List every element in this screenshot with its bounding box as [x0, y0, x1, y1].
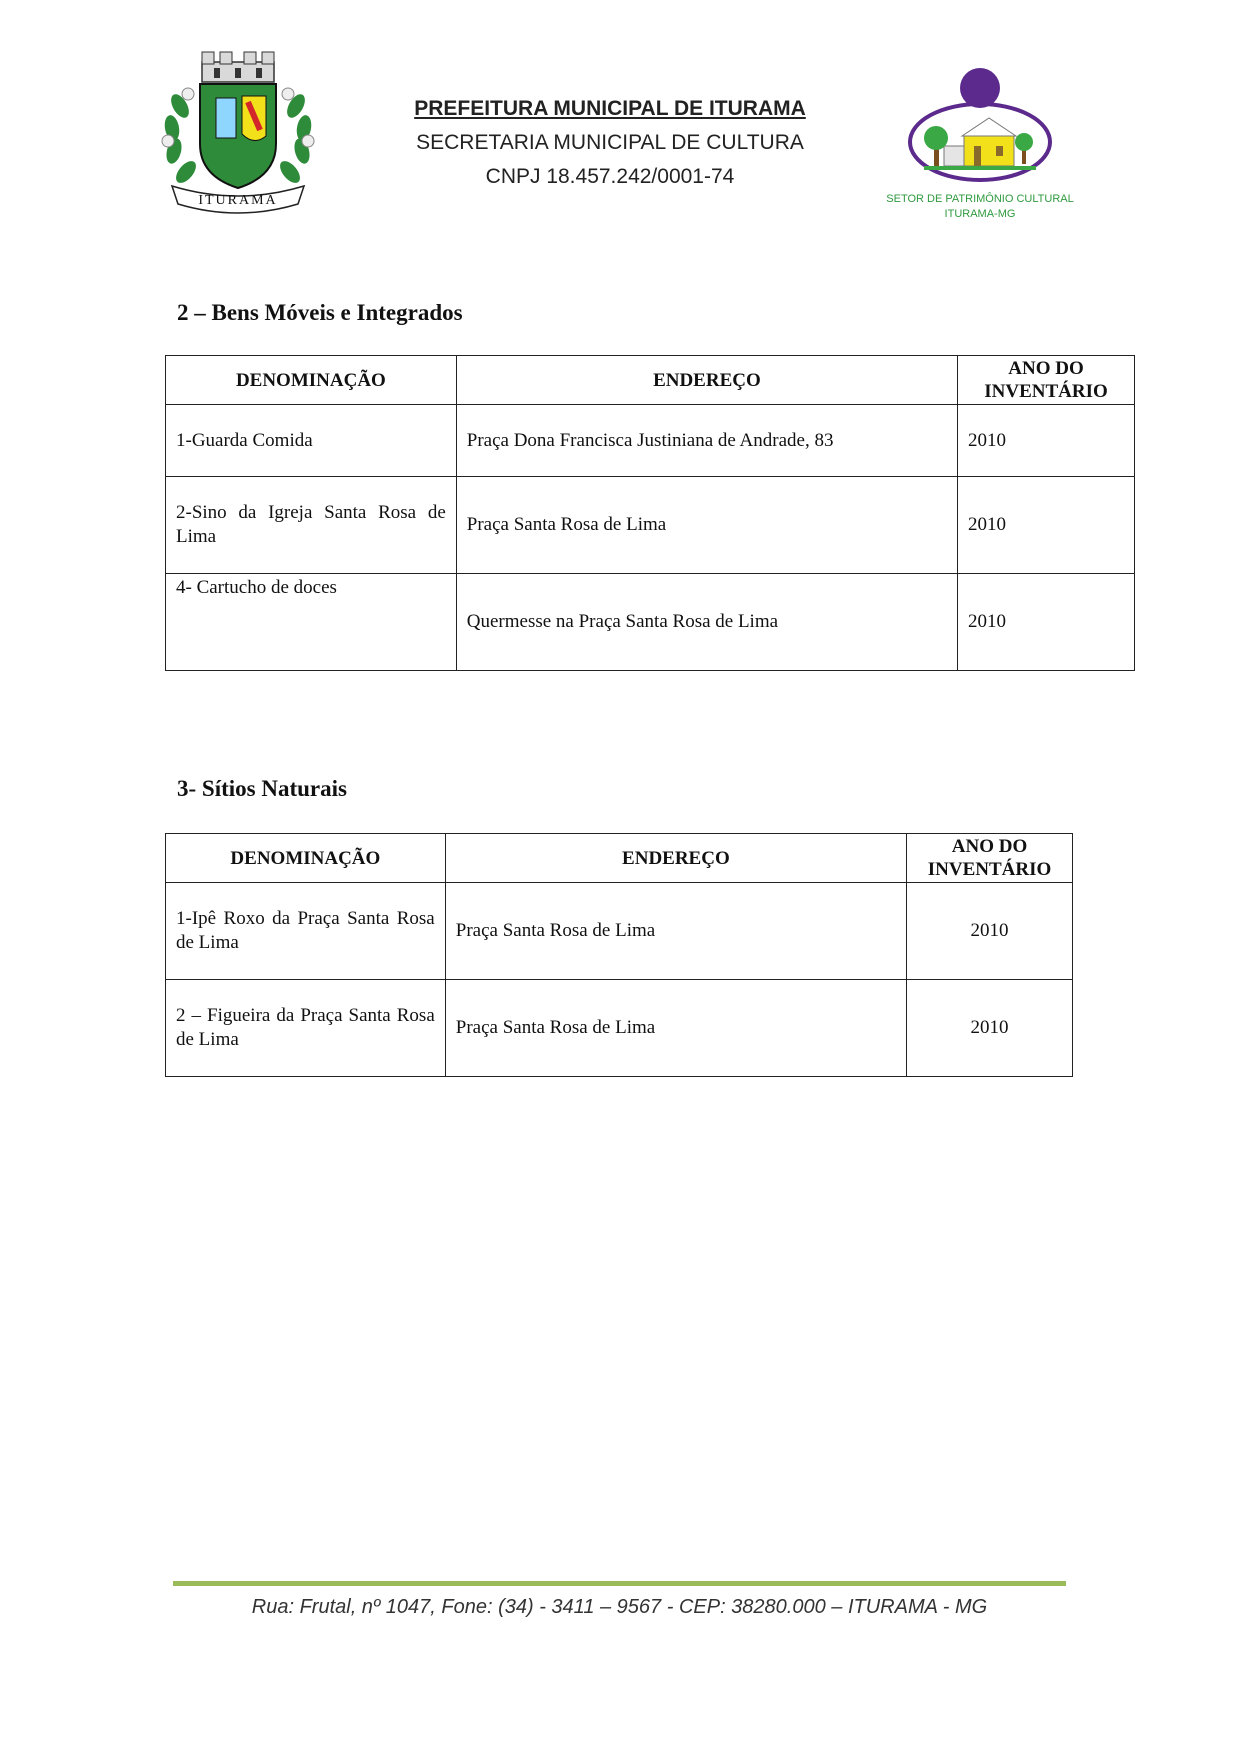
municipal-crest-logo [158, 46, 318, 214]
cell-endereco: Quermesse na Praça Santa Rosa de Lima [456, 574, 957, 671]
cell-ano: 2010 [907, 980, 1073, 1077]
cell-ano: 2010 [907, 883, 1073, 980]
cell-endereco: Praça Santa Rosa de Lima [445, 883, 906, 980]
cell-endereco: Praça Santa Rosa de Lima [445, 980, 906, 1077]
table-row [166, 574, 1135, 671]
column-header-endereco: ENDEREÇO [445, 834, 906, 883]
section2-title: 2 – Bens Móveis e Integrados [177, 300, 463, 325]
cell-endereco: Praça Santa Rosa de Lima [456, 477, 957, 574]
setor-patrimonio-logo [904, 66, 1054, 186]
setor-caption-line2: ITURAMA-MG [944, 208, 1016, 220]
column-header-denominacao: DENOMINAÇÃO [166, 356, 457, 405]
table-row [166, 477, 1135, 574]
table-header-row [166, 356, 1135, 405]
footer-rule [173, 1581, 1066, 1586]
table-row [166, 980, 1073, 1077]
bens-moveis-table [165, 355, 1135, 671]
cell-ano: 2010 [958, 477, 1135, 574]
setor-caption [880, 192, 1080, 222]
crest-banner-text: ITURAMA [198, 193, 278, 208]
table-header-row [166, 834, 1073, 883]
cell-denominacao: 2-Sino da Igreja Santa Rosa de Lima [166, 477, 457, 574]
cell-denominacao: 1-Ipê Roxo da Praça Santa Rosa de Lima [166, 883, 446, 980]
section3-title: 3- Sítios Naturais [177, 776, 347, 801]
sitios-naturais-table [165, 833, 1073, 1077]
letterhead [370, 92, 850, 194]
laurel-right-icon [276, 88, 314, 186]
column-header-endereco: ENDEREÇO [456, 356, 957, 405]
purple-circle-icon [960, 68, 1000, 108]
laurel-left-icon [162, 88, 200, 186]
cell-endereco: Praça Dona Francisca Justiniana de Andrade, 83 [456, 405, 957, 477]
cnpj-line: CNPJ 18.457.242/0001-74 [485, 165, 735, 188]
mural-crown-icon [202, 52, 274, 82]
column-header-denominacao: DENOMINAÇÃO [166, 834, 446, 883]
prefeitura-title: PREFEITURA MUNICIPAL DE ITURAMA [414, 97, 806, 120]
table-row [166, 405, 1135, 477]
footer-address: Rua: Frutal, nº 1047, Fone: (34) - 3411 – 9567 - CEP: 38280.000 – ITURAMA - MG [251, 1596, 988, 1618]
cell-ano: 2010 [958, 574, 1135, 671]
cell-denominacao: 1-Guarda Comida [166, 405, 457, 477]
column-header-ano: ANO DO INVENTÁRIO [907, 834, 1073, 883]
column-header-ano: ANO DO INVENTÁRIO [958, 356, 1135, 405]
setor-caption-line1: SETOR DE PATRIMÔNIO CULTURAL [886, 193, 1074, 205]
shield-icon [200, 84, 276, 188]
cell-denominacao: 4- Cartucho de doces [166, 574, 457, 671]
cell-denominacao: 2 – Figueira da Praça Santa Rosa de Lima [166, 980, 446, 1077]
table-row [166, 883, 1073, 980]
secretaria-title: SECRETARIA MUNICIPAL DE CULTURA [416, 131, 804, 154]
cell-ano: 2010 [958, 405, 1135, 477]
